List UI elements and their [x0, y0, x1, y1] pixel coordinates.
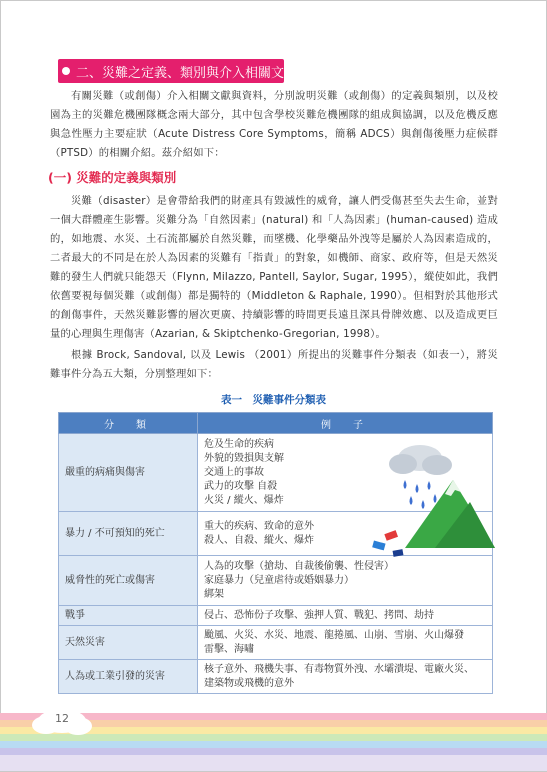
definition-paragraph: 災難（disaster）是會帶給我們的財產具有毀滅性的威脅，讓人們受傷甚至失去生命，並對一個大群體產生影響。災難分為「自然因素」(natural) 和「人為因素」(human-caused) 造成的，如地震、水災、土石流都屬於自然災難，而墜機、化學藥品外洩等是屬於人為因素造成的，二者最大的不同是在於人為因素的災難有「指責」的對象，如機師、商家、政府等，但是天然災難的發生人們就只能怨天（Flynn, Milazzo, Pantell, Saylor, Sugar, 1995），縱使如此，我們依舊要視每個災難（或創傷）都是獨特的（Middleton & Raphale, 1990）。但相對於其他形式的創傷事件，天然災難影響的層次更廣、持續影響的時間更長遠且深具骨牌效應、以及造成更巨量的心理與生理傷害（Azarian, & Skiptchenko-Gregorian, 1998）。: [50, 195, 498, 340]
example-item: 人為的攻擊（搶劫、自裁後偷襲、性侵害）: [204, 560, 394, 572]
page-number: 12: [55, 712, 69, 725]
table-row: [59, 606, 493, 626]
row-category: 人為或工業引發的災害: [59, 660, 198, 694]
disaster-illustration: [365, 440, 495, 575]
row-category: 嚴重的病痛與傷害: [59, 434, 198, 512]
row-category: 戰爭: [59, 606, 198, 626]
example-item: 綁架: [204, 588, 224, 600]
header-example: 例 子: [198, 413, 493, 434]
cloud-icon: [389, 445, 452, 475]
example-item: 危及生命的疾病: [204, 438, 274, 450]
table-row: [59, 626, 493, 660]
row-category: 威脅性的死亡或傷害: [59, 556, 198, 606]
example-item: 核子意外、飛機失事、有毒物質外洩、水壩潰堤、電廠火災、: [204, 663, 474, 675]
example-item: 侵占、恐怖份子攻擊、強押人質、戰犯、拷問、劫持: [204, 609, 434, 621]
example-item: 火災 / 縱火、爆炸: [204, 494, 284, 506]
intro-paragraph: 有關災難（或創傷）介入相關文獻與資料，分別說明災難（或創傷）的定義與類別，以及校園為主的災難危機團隊概念兩大部分，其中包含學校災難危機團隊的組成與協調，以及危機反應與急性壓力主要症狀（Acute Distress Core Symptoms，簡稱 ADCS）與創傷後壓力症候群（PTSD）的相關介紹。茲介紹如下：: [50, 90, 498, 159]
table-row: [59, 660, 493, 694]
subsection-title: (一) 災難的定義與類別: [48, 170, 177, 185]
example-item: 武力的攻擊 自殺: [204, 480, 278, 492]
table-caption: 表一 災難事件分類表: [221, 394, 326, 406]
example-item: 家庭暴力（兒童虐待或婚姻暴力）: [204, 574, 354, 586]
section-title-bar: [58, 59, 298, 83]
rain-icon: [404, 480, 437, 509]
example-item: 重大的疾病、致命的意外: [204, 520, 314, 532]
row-category: 暴力 / 不可預知的死亡: [59, 512, 198, 556]
bullet-icon: [62, 67, 70, 75]
header-category: 分 類: [59, 413, 198, 434]
falling-blocks-icon: [372, 530, 403, 557]
section-title: 二、災難之定義、類別與介入相關文獻: [76, 66, 298, 81]
row-examples: [198, 606, 493, 626]
classification-paragraph: 根據 Brock, Sandoval, 以及 Lewis （2001）所提出的災難事件分類表（如表一），將災難事件分為五大類，分別整理如下：: [50, 349, 498, 380]
row-examples: [198, 626, 493, 660]
example-item: 颱風、火災、水災、地震、龍捲風、山崩、雪崩、火山爆發: [204, 629, 464, 641]
mountain-icon: [405, 480, 495, 548]
example-item: 雷擊、海嘯: [204, 643, 254, 655]
example-item: 外貌的毀損與支解: [204, 452, 284, 464]
example-item: 交通上的事故: [204, 466, 264, 478]
example-item: 殺人、自殺、縱火、爆炸: [204, 534, 314, 546]
row-category: 天然災害: [59, 626, 198, 660]
row-examples: [198, 660, 493, 694]
example-item: 建築物或飛機的意外: [204, 677, 294, 689]
